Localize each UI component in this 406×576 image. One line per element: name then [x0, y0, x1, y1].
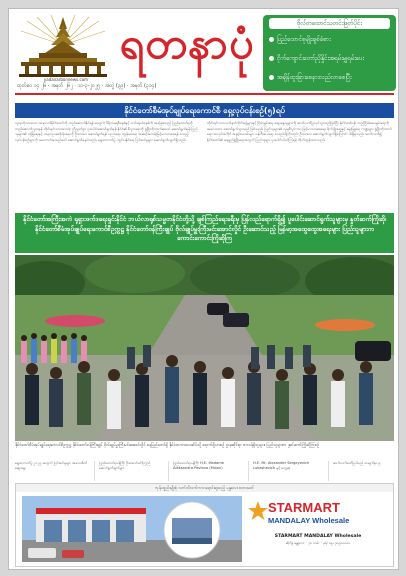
masthead-divider: [15, 93, 394, 95]
ad-tagline: ကုန်ပစ္စည်းမျိုးစုံ လက်လီလက်ကား ရောင်းချသည့် မန္တလေး စတားမတ်: [16, 484, 393, 492]
ad-brand-name: STARMART: [268, 500, 340, 515]
palace-emblem-icon: [17, 15, 109, 77]
brief-item[interactable]: ပြည်ထောင်စုဝန်ကြီး ဦးအောင်မင်းကြည် ဆောင်ရွက်ချက်များ: [99, 461, 169, 481]
news-briefs: [15, 461, 394, 481]
bullet-icon: [269, 37, 274, 42]
teaser-item[interactable]: ပြည်ထောင်စုမျိုးချစ်ခံစား: [269, 31, 390, 48]
masthead: [9, 9, 399, 97]
store-photo: [22, 496, 242, 562]
site-url[interactable]: yadanarbonnews.com: [43, 77, 89, 82]
newspaper-front-page: [8, 8, 399, 570]
ad-address: ဆိုင်ခွဲ မန္တလေး · ၇၈ လမ်း · ဖုန်း ၀၉-၇၈၅၀၀၀၀၀: [285, 541, 351, 545]
lead-banner-headline[interactable]: နိုင်ငံတော်အကြီးအကဲ ရုရှားဖက်ဒရေးရှင်းနိုင်ငံ ဘယ်လာရုစ်သမ္မတနိုင်ငံတို့သို့ ချစ်ကြည်ရေးခရီးမှ ပြန်လည်ရောက်ရှိ၍ ပူပေါင်းဆောင်ရွက်သူများမှ နှုတ်ဆက်ကြိုဆို၊ နိုင်ငံတော်စီမံအုပ်ချုပ်ရေးကောင်စီဥက္ကဋ္ဌ နိုင်ငံတော်ဝန်ကြီးချုပ် ဗိုလ်ချုပ်မှူးကြီးမင်းအောင်လှိုင် ဦးဆောင်သည့် မြန်မာ့အထွေထွေအရေးများ ပြည်သူများက ကောင်းကောင်းကြိုဆိုကြ: [15, 213, 394, 253]
advertisement[interactable]: [15, 483, 394, 567]
story-text: တိုင်းရင်းသားလက်နက်ကိုင်အဖွဲ့များနှင့် ငြိမ်းချမ်းရေး ဆွေးနွေးမှုများကို ဆက်လက်ပြုလုပ်သွားမည်ဖြစ်ပြီး နိုင်ငံတစ်ဝန်း တည်ငြိမ်အေးချမ်းရေးကို အလေးထား ဆောင်ရွက်သွားမည် ဖြစ်သည်။ ပြည်သူများ၏ လူမှုစီးပွားဘဝ မြင့်မားလာစေရေး၊ စိုက်ပျိုးရေးနှင့် မွေးမြူရေး ကဏ္ဍများ ဖွံ့ဖြိုးတိုးတက်ရေး၊ အလုပ်အကိုင် အခွင့်အလမ်းများ ဖန်တီးပေးရေး စသည်တို့ကိုလည်း ဦးစားပေး ဆောင်ရွက်လျက်ရှိကြောင်း သိရှိရသည်။ ဆက်လက်၍ နိုင်ငံတော်၏ ရေရှည်ဖွံ့ဖြိုးရေးအတွက် ပြည်သူများ ပူးပေါင်းပါဝင်ကြရန် တိုက်တွန်းထားသည်။: [207, 121, 392, 142]
bullet-icon: [269, 56, 274, 61]
teaser-item[interactable]: အချိန်ထူးခြားစေနားလည်လာစေပြီး: [269, 69, 390, 86]
brief-item[interactable]: H.E. Mr. Alexander Sergeyevich Lukashevich နှင့် တွေ့ဆုံ: [253, 461, 329, 481]
photo-caption: နိုင်ငံတော်စီမံအုပ်ချုပ်ရေးကောင်စီဥက္ကဋ္ဌ နိုင်ငံတော်ဝန်ကြီးချုပ် ဗိုလ်ချုပ်မှူးကြီးမင်းအောင်လှိုင် နေပြည်တော်ရှိ နိုင်ငံတကာလေဆိပ်သို့ ရောက်ရှိလာစဉ် ဌာနဆိုင်ရာ တာဝန်ရှိသူများ၊ ပြည်သူများက နှုတ်ဆက်ကြိုဆိုကြစဉ်: [15, 442, 320, 447]
top-story-headline[interactable]: နိုင်ငံတော်စီမံအုပ်ချုပ်ရေးကောင်စီ ရှေ့လုပ်ငန်းစဉ်(၅)ရပ်: [15, 103, 394, 118]
story-column-left: [15, 121, 201, 211]
brief-item[interactable]: ရွေးကောက်ပွဲ ၂၀၂၅ အတွက် ပြင်ဆင်မှုများ အသေးစိတ် ဆွေးနွေး: [15, 461, 95, 481]
ad-store-name: STARMART MANDALAY Wholesale: [274, 534, 362, 539]
teaser-box: [263, 15, 396, 91]
brief-item[interactable]: ပြည်ထောင်စုဝန်ကြီး H.E. Madame Aleksandra Pavlova (Mixon): [173, 461, 249, 481]
story-column-right: [207, 121, 393, 211]
newspaper-nameplate: ရတနာပုံ: [119, 19, 255, 69]
airport-welcome-photo: [15, 255, 394, 441]
issue-dateline: ထုတ်ဝေ ၁၄ ၂၆ · အမှတ် ၂၆၂ · ၁၀-၃-၂၀၂၅ · အတွဲ (၃၉) · အမှတ် (၃၁၄): [17, 83, 157, 89]
bullet-icon: [269, 75, 274, 80]
story-text: လူထုလိုလားသော အနာဂတ်နိုင်ငံတော်ကို တည်ဆောက်နိုင်ရန် အတွက် ဒီမိုကရေစီစနစ်နှင့် ဖက်ဒရယ်စနစ်ကို အခြေခံသည့် ပြည်ထောင်စုကို တည်ဆောက်သွားရန်၊ တိုင်းရင်းသားအားလုံး ညီညွတ်စွာ ပူးပေါင်းဆောင်ရွက်ရန်၊ နိုင်ငံ၏ စီးပွားရေးကို ဖွံ့ဖြိုးတိုးတက်အောင် ဆောင်ရွက်ရန်၊ ပြည်သူများ၏ လုံခြုံရေးနှင့် တရားဥပဒေစိုးမိုးရေးကို ဦးစားပေး ဆောင်ရွက်ရန်၊ ပညာရေး၊ ကျန်းမာရေး အဆင့်အတန်းမြင့်မားလာစေရန် စသည့် လုပ်ငန်းစဉ်များကို အကောင်အထည်ဖော် ဆောင်ရွက်နေပါသည်။ ရွေးကောက်ပွဲ ကျင်းပနိုင်ရေး ပြင်ဆင်မှုများ ဆောင်ရွက်လျက်ရှိသည်။: [15, 121, 198, 142]
brief-item[interactable]: ဆက်လက်ဖော်ပြပါမည် စာမျက်နှာ ၉: [333, 461, 381, 465]
teaser-item[interactable]: ငိုက်ကျောင်းတော်ညှိနှိုင်းအရမ်းမျှရမ်းပေး: [269, 50, 390, 67]
teaser-heading: ဗိုလ်တထောင်သတင်းဖြတ်ပိုင်း: [269, 18, 390, 29]
ad-brand-subtitle: MANDALAY Wholesale: [268, 516, 350, 525]
